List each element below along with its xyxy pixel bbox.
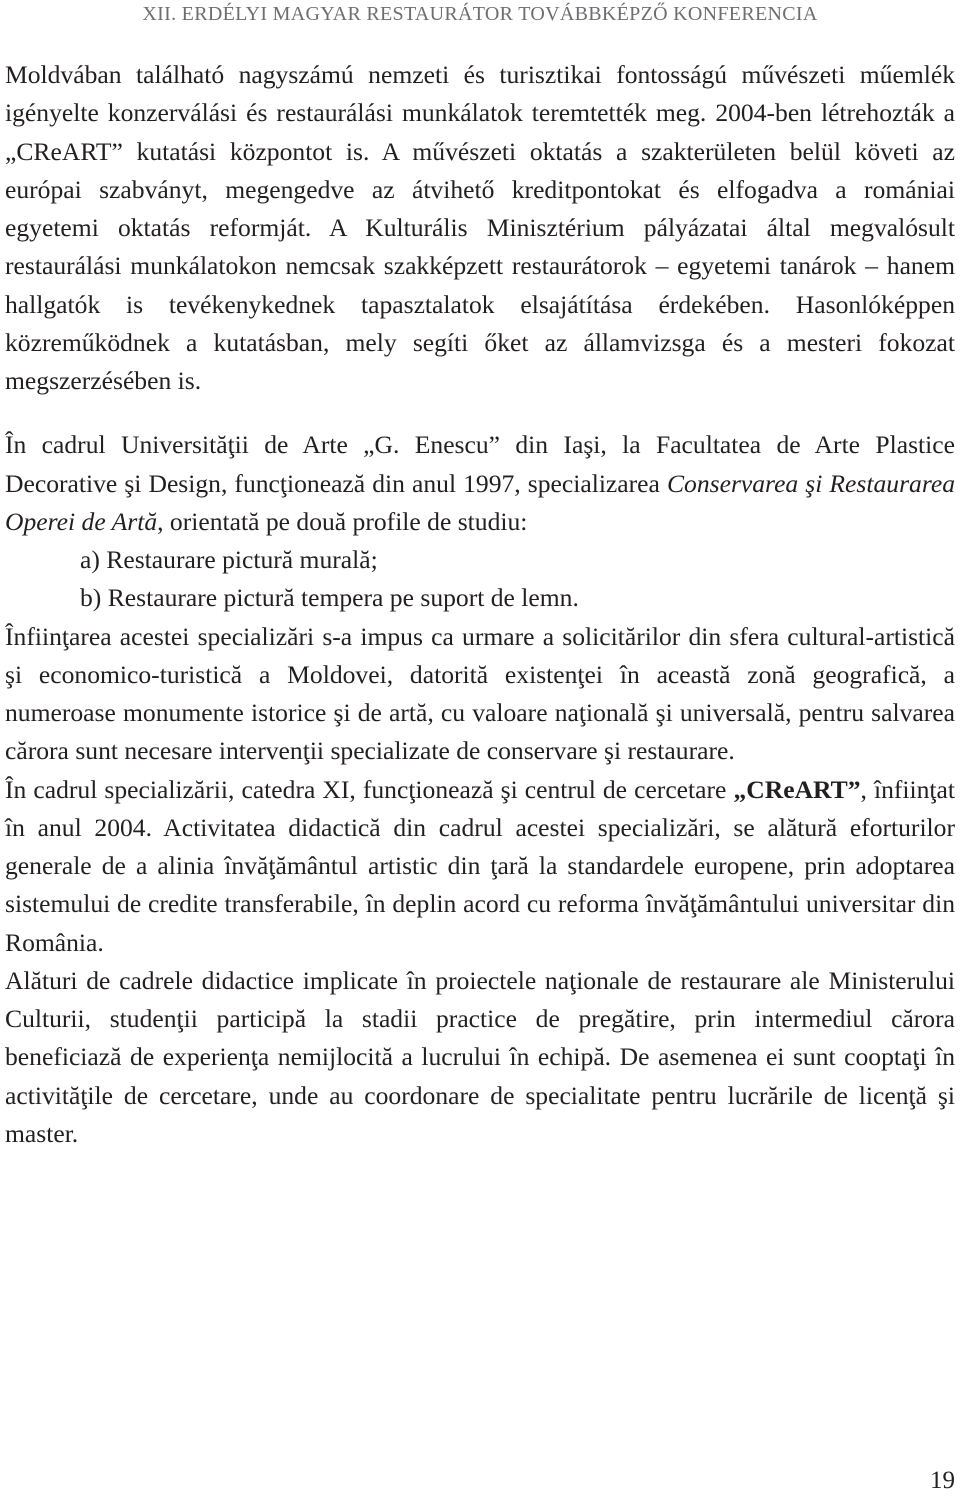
- body-text: [5, 56, 955, 1153]
- list-item-mural: a) Restaurare pictură murală;: [80, 545, 378, 574]
- specialization-name: Conservarea şi Restaurarea Operei de Artă: [5, 468, 955, 536]
- paragraph-3-start: În cadrul specializării, catedra XI, funcţionează şi centrul de cercetare: [5, 774, 734, 804]
- list-item-tempera: b) Restaurare pictură tempera pe suport de lemn.: [80, 583, 579, 613]
- paragraph-romanian-3: [5, 771, 955, 962]
- intro-text-end: , orientată pe două profile de studiu:: [157, 506, 528, 536]
- paragraph-hungarian: Moldvában található nagyszámú nemzeti és turisztikai fontosságú művészeti műemlék igényelte konzerválási és restaurálási munkálatok teremtették meg. 2004-ben létrehozták a „CReART” kutatási központot is. A művészeti oktatás a szakterületen belül követi az európai szabványt, megengedve az átvihető kreditpontokat és elfogadva a romániai egyetemi oktatás reformját. A Kulturális Minisztérium pályázatai által megvalósult restaurálási munkálatokon nemcsak szakképzett restaurátorok – egyetemi tanárok – hanem hallgatók is tevékenykednek tapasztalatok elsajátítása érdekében. Hasonlóképpen közreműködnek a kutatásban, mely segíti őket az államvizsga és a mesteri fokozat megszerzésében is.: [5, 60, 955, 395]
- paragraph-romanian-2: Înfiinţarea acestei specializări s-a impus ca urmare a solicitărilor din sfera cultural-artistică şi economico-turistică a Moldovei, datorită existenţei în această zonă geografică, a numeroase monumente istorice şi de artă, cu valoare naţională şi universală, pentru salvarea cărora sunt necesare intervenţii specializate de conservare şi restaurare.: [5, 621, 955, 766]
- page-number: 19: [930, 1467, 955, 1494]
- paragraph-romanian-intro: [5, 426, 955, 541]
- paragraph-romanian-4: Alături de cadrele didactice implicate în proiectele naţionale de restaurare ale Ministerului Culturii, studenţii participă la stadii practice de pregătire, prin intermediul cărora beneficiază de experienţa nemijlocită a lucrului în echipă. De asemenea ei sunt cooptaţi în activităţile de cercetare, unde au coordonare de specialitate pentru lucrările de licenţă şi master.: [5, 965, 955, 1148]
- intro-text-start: În cadrul Universităţii de Arte „G. Enescu” din Iaşi, la Facultatea de Arte Plastice Decorative şi Design, funcţionează din anul 1997, specializarea: [5, 430, 955, 498]
- running-header: XII. ERDÉLYI MAGYAR RESTAURÁTOR TOVÁBBKÉPZŐ KONFERENCIA: [142, 3, 818, 25]
- paragraph-3-end: , înfiinţat în anul 2004. Activitatea didactică din cadrul acestei specializări, se alătură eforturilor generale de a alinia învăţământul artistic din ţară la standardele europene, prin adoptarea sistemului de credite transferabile, în deplin acord cu reforma învăţământului universitar din România.: [5, 774, 955, 957]
- research-center-name: „CReART”: [733, 774, 861, 804]
